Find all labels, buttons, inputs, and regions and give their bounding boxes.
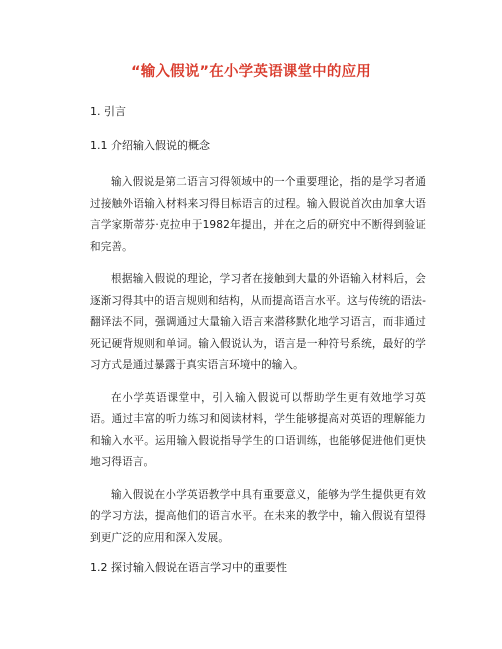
- paragraph-4: 输入假说在小学英语教学中具有重要意义，能够为学生提供更有效的学习方法，提高他们的语言水平。在未来的教学中，输入假说有望得到更广泛的应用和深入发展。: [90, 488, 426, 544]
- paragraph-1: 输入假说是第二语言习得领域中的一个重要理论，指的是学习者通过接触外语输入材料来习得目标语言的过程。输入假说首次由加拿大语言学家斯蒂芬·克拉申于1982年提出，并在之后的研究中不断得到验证和完善。: [90, 176, 426, 253]
- subsection-heading-concept: 1.1 介绍输入假说的概念: [90, 139, 210, 152]
- document-title: “输入假说”在小学英语课堂中的应用: [131, 64, 371, 80]
- paragraph-2: 根据输入假说的理论，学习者在接触到大量的外语输入材料后，会逐渐习得其中的语言规则和结构，从而提高语言水平。这与传统的语法-翻译法不同，强调通过大量输入语言来潜移默化地学习语言，而非通过死记硬背规则和单词。输入假说认为，语言是一种符号系统，最好的学习方式是通过暴露于真实语言环境中的输入。: [90, 273, 426, 371]
- subsection-heading-importance: 1.2 探讨输入假说在语言学习中的重要性: [90, 561, 287, 574]
- paragraph-3: 在小学英语课堂中，引入输入假说可以帮助学生更有效地学习英语。通过丰富的听力练习和阅读材料，学生能够提高对英语的理解能力和输入水平。运用输入假说指导学生的口语训练，也能够促进他们更快地习得语言。: [90, 391, 426, 468]
- section-heading-introduction: 1. 引言: [90, 105, 126, 118]
